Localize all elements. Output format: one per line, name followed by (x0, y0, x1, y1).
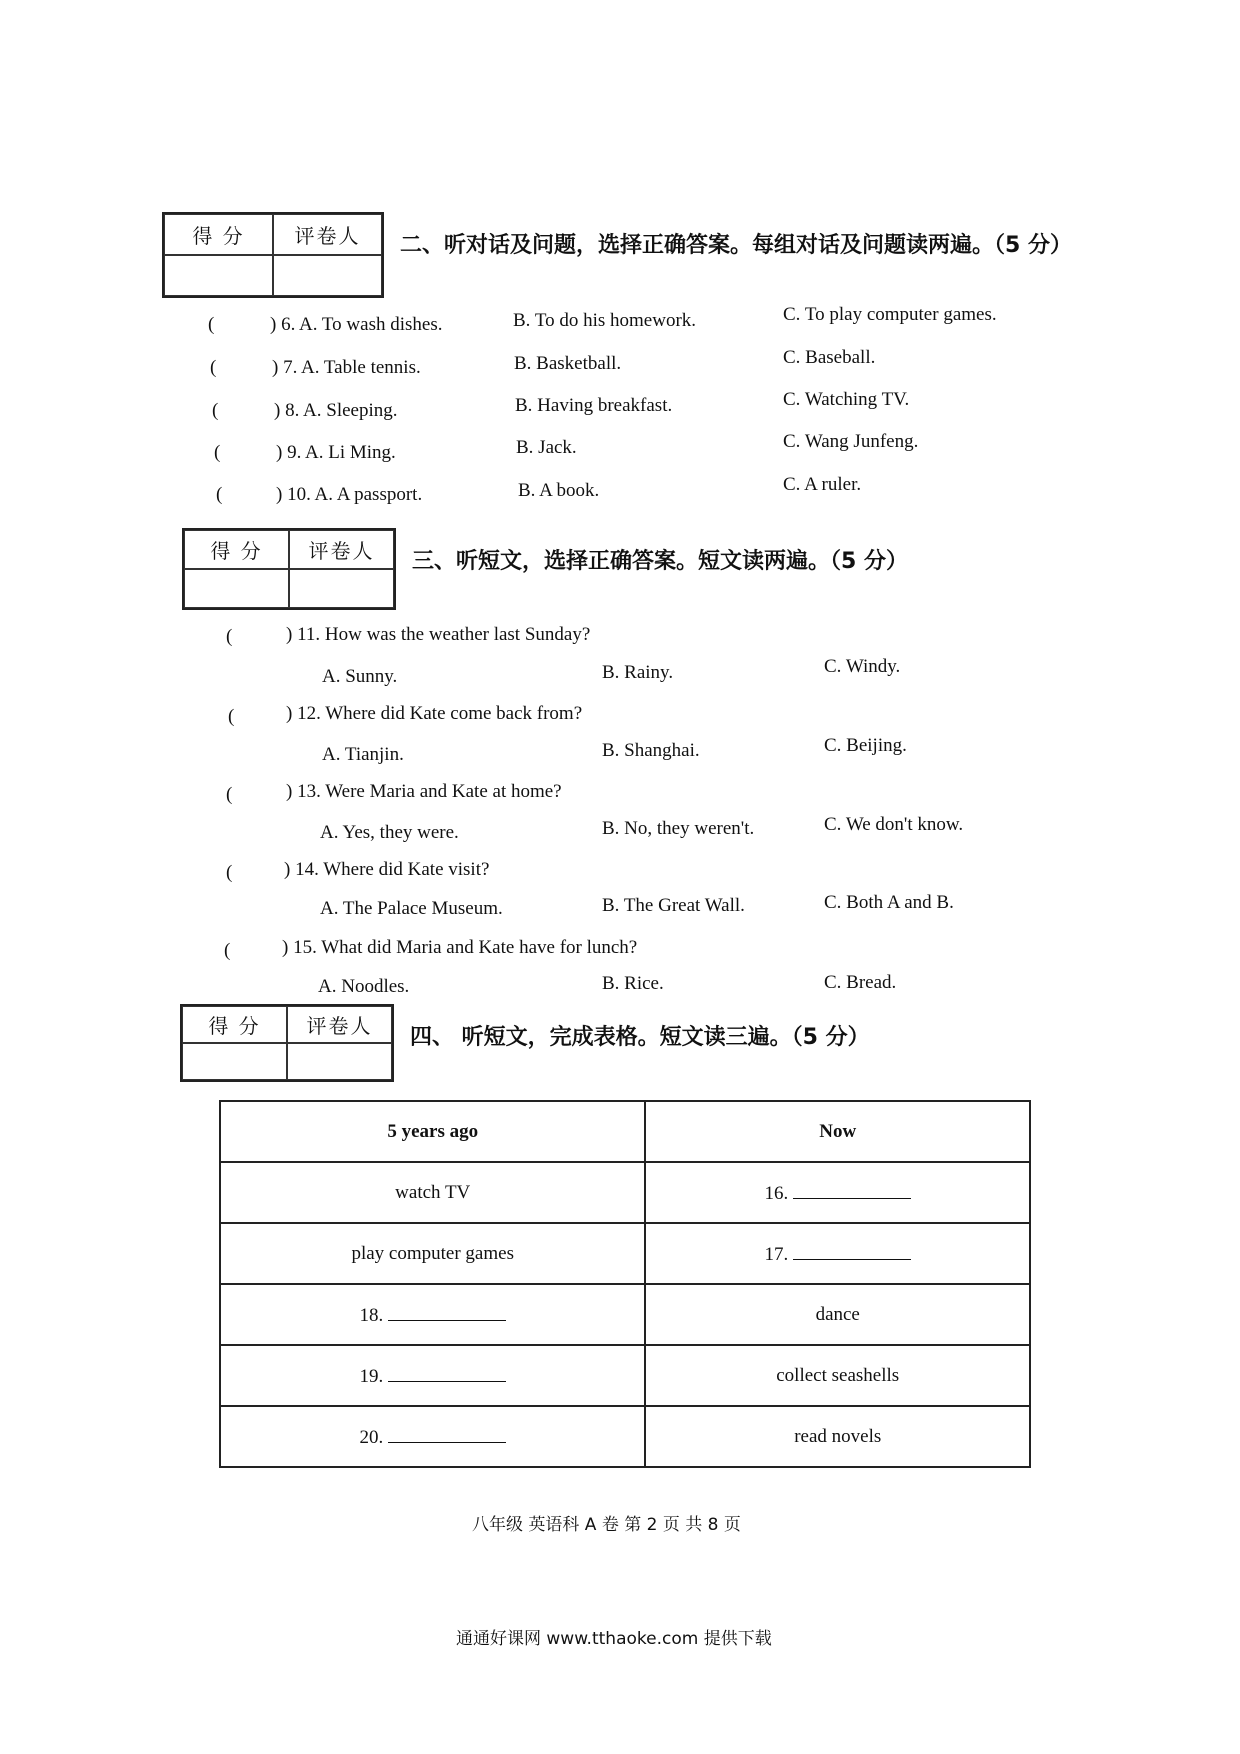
answer-paren: ( (210, 357, 217, 378)
header-now: Now (645, 1101, 1030, 1162)
score-cell (184, 569, 289, 608)
table-row (220, 1284, 1030, 1345)
cell-left (220, 1345, 645, 1406)
cell-right (645, 1162, 1030, 1223)
question-text: ) 13. Were Maria and Kate at home? (286, 781, 562, 802)
grader-label: 评卷人 (273, 214, 382, 255)
grader-cell (273, 255, 382, 296)
table-header-row (220, 1101, 1030, 1162)
answer-paren: ( (226, 862, 233, 883)
download-credit: 通通好课网 www.tthaoke.com 提供下载 (456, 1629, 772, 1649)
answer-blank (793, 1241, 911, 1260)
cell-right (645, 1284, 1030, 1345)
answer-paren: ( (214, 442, 221, 463)
option-b: B. No, they weren't. (602, 818, 755, 839)
answer-paren: ( (224, 940, 231, 961)
table-row (220, 1223, 1030, 1284)
answer-blank (388, 1363, 506, 1382)
table-row (220, 1345, 1030, 1406)
option-b: B. Having breakfast. (515, 395, 673, 416)
score-box-section2 (162, 212, 384, 298)
cell-text: collect seashells (776, 1364, 900, 1386)
cell-left (220, 1223, 645, 1284)
section3-title: 三、听短文，选择正确答案。短文读两遍。（5 分） (412, 549, 908, 574)
option-b: B. Basketball. (514, 353, 622, 374)
option-a: ) 8. A. Sleeping. (274, 400, 398, 421)
score-label: 得 分 (164, 214, 273, 255)
answer-paren: ( (228, 706, 235, 727)
answer-paren: ( (226, 784, 233, 805)
cell-left (220, 1284, 645, 1345)
grader-label: 评卷人 (287, 1006, 392, 1043)
answer-paren: ( (216, 484, 223, 505)
option-a: ) 7. A. Table tennis. (272, 357, 421, 378)
option-b: B. To do his homework. (513, 310, 697, 331)
score-box-section4 (180, 1004, 394, 1082)
answer-blank (793, 1180, 911, 1199)
answer-paren: ( (212, 400, 219, 421)
answer-paren: ( (226, 626, 233, 647)
answer-blank (388, 1424, 506, 1443)
table-row (220, 1162, 1030, 1223)
cell-text: watch TV (395, 1181, 471, 1203)
question-text: ) 11. How was the weather last Sunday? (286, 624, 591, 645)
score-label: 得 分 (182, 1006, 287, 1043)
score-box-section3 (182, 528, 396, 610)
grader-cell (289, 569, 394, 608)
option-c: C. To play computer games. (783, 304, 997, 325)
score-cell (164, 255, 273, 296)
option-a: A. Sunny. (322, 666, 398, 687)
question-text: ) 14. Where did Kate visit? (284, 859, 490, 880)
option-a: A. Noodles. (318, 976, 410, 997)
option-a: A. Tianjin. (322, 744, 404, 765)
option-a: A. The Palace Museum. (320, 898, 503, 919)
grader-cell (287, 1043, 392, 1080)
section4-title: 四、 听短文，完成表格。短文读三遍。（5 分） (410, 1025, 870, 1050)
cell-left (220, 1406, 645, 1467)
score-cell (182, 1043, 287, 1080)
cell-text: read novels (794, 1425, 882, 1447)
option-c: C. We don't know. (824, 814, 964, 835)
option-c: C. Bread. (824, 972, 897, 993)
option-c: C. Wang Junfeng. (783, 431, 919, 452)
option-a: A. Yes, they were. (320, 822, 459, 843)
option-a: ) 10. A. A passport. (276, 484, 423, 505)
option-b: B. Rainy. (602, 662, 674, 683)
question-text: ) 12. Where did Kate come back from? (286, 703, 583, 724)
blank-number: 18. (359, 1305, 384, 1326)
question-text: ) 15. What did Maria and Kate have for lunch? (282, 937, 638, 958)
option-a: ) 9. A. Li Ming. (276, 442, 396, 463)
section2-title: 二、听对话及问题，选择正确答案。每组对话及问题读两遍。（5 分） (400, 233, 1072, 258)
cell-text: dance (815, 1303, 860, 1325)
grader-label: 评卷人 (289, 530, 394, 569)
blank-number: 20. (359, 1427, 384, 1448)
option-b: B. A book. (518, 480, 600, 501)
cell-right (645, 1406, 1030, 1467)
option-b: B. Shanghai. (602, 740, 700, 761)
option-c: C. Watching TV. (783, 389, 910, 410)
answer-blank (388, 1302, 506, 1321)
blank-number: 19. (359, 1366, 384, 1387)
option-a: ) 6. A. To wash dishes. (270, 314, 443, 335)
option-c: C. Windy. (824, 656, 901, 677)
cell-text: play computer games (351, 1242, 514, 1264)
cell-right (645, 1223, 1030, 1284)
option-c: C. A ruler. (783, 474, 862, 495)
header-5-years-ago: 5 years ago (220, 1101, 645, 1162)
option-b: B. Jack. (516, 437, 577, 458)
option-c: C. Beijing. (824, 735, 907, 756)
blank-number: 17. (764, 1244, 789, 1265)
option-c: C. Baseball. (783, 347, 876, 368)
option-c: C. Both A and B. (824, 892, 954, 913)
table-row (220, 1406, 1030, 1467)
score-label: 得 分 (184, 530, 289, 569)
option-b: B. Rice. (602, 973, 664, 994)
cell-left (220, 1162, 645, 1223)
habits-table (219, 1100, 1031, 1468)
page-info: 八年级 英语科 A 卷 第 2 页 共 8 页 (472, 1515, 741, 1535)
option-b: B. The Great Wall. (602, 895, 745, 916)
cell-right (645, 1345, 1030, 1406)
answer-paren: ( (208, 314, 215, 335)
blank-number: 16. (764, 1183, 789, 1204)
